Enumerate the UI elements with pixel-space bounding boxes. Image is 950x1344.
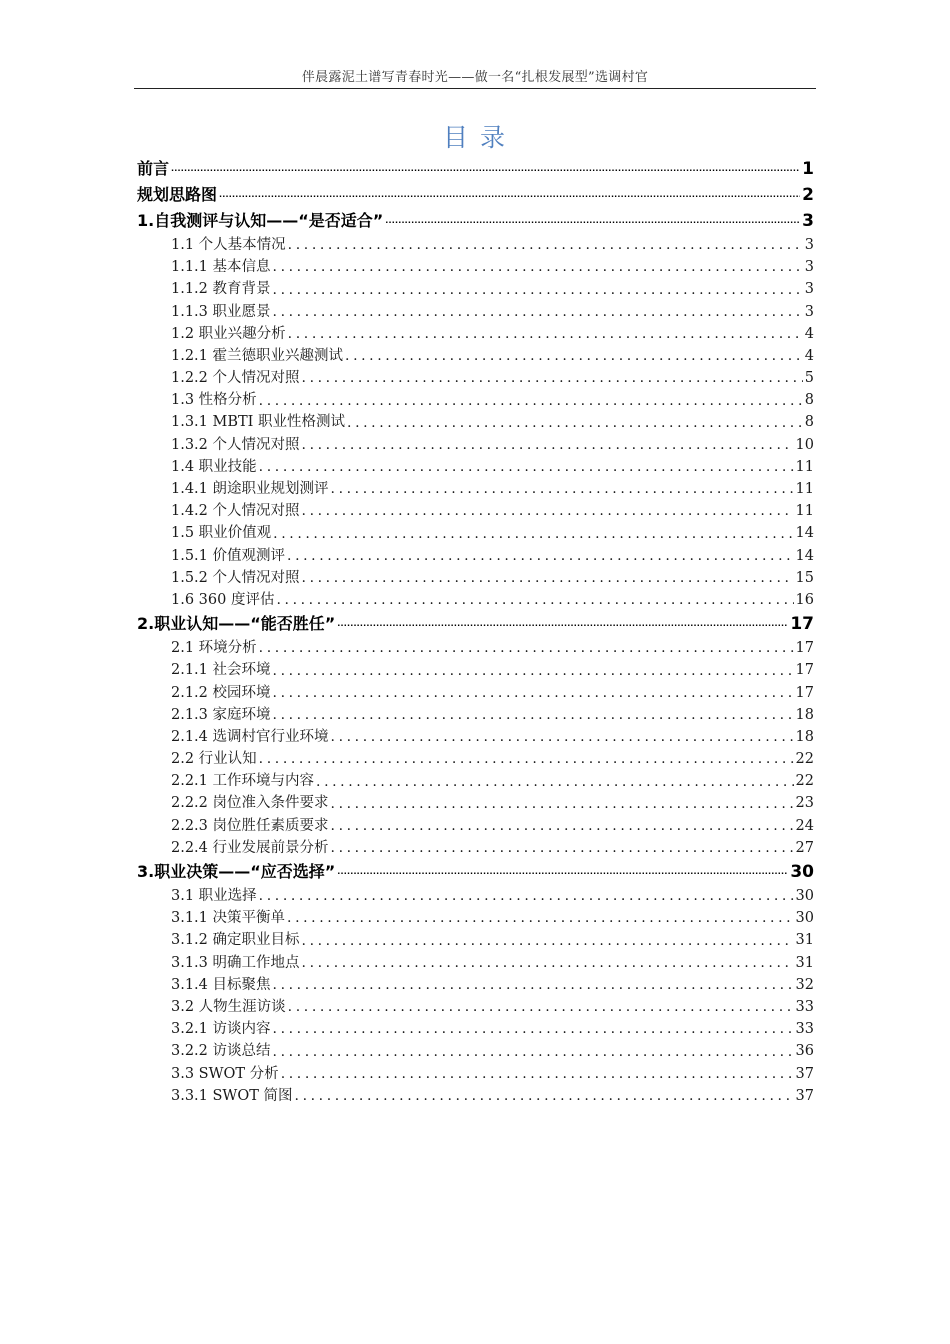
toc-page-number: 37	[795, 1065, 814, 1082]
toc-entry-label: 1.2.1 霍兰德职业兴趣测试	[171, 347, 344, 364]
toc-entry-label: 1.1 个人基本情况	[171, 236, 286, 253]
toc-entry-label: 1.5 职业价值观	[171, 525, 272, 542]
toc-dot-leader	[273, 704, 794, 726]
toc-page-number: 4	[804, 325, 814, 342]
toc-dot-leader	[281, 1063, 794, 1085]
toc-page-number: 22	[795, 773, 814, 790]
toc-section-entry[interactable]	[137, 974, 814, 996]
toc-page-number: 3	[802, 211, 814, 231]
toc-dot-leader	[331, 478, 794, 500]
toc-section-entry[interactable]	[137, 659, 814, 681]
toc-entry-label: 1.2 职业兴趣分析	[171, 325, 286, 342]
toc-page-number: 3	[804, 259, 814, 276]
toc-title: 目 录	[443, 123, 507, 152]
toc-entry-label: 1.2.2 个人情况对照	[171, 370, 300, 387]
toc-section-entry[interactable]	[137, 256, 814, 278]
toc-page-number: 23	[795, 795, 814, 812]
toc-entry-label: 3.2.2 访谈总结	[171, 1043, 271, 1060]
toc-section-entry[interactable]	[137, 637, 814, 659]
toc-page-number: 37	[795, 1087, 814, 1104]
toc-dot-leader	[287, 907, 794, 929]
toc-section-entry[interactable]	[137, 434, 814, 456]
toc-chapter-entry[interactable]	[137, 156, 814, 182]
toc-entry-label: 前言	[137, 159, 170, 178]
toc-entry-label: 1.6 360 度评估	[171, 591, 275, 608]
toc-entry-label: 1.5.1 价值观测评	[171, 547, 286, 564]
toc-section-entry[interactable]	[137, 885, 814, 907]
toc-page-number: 10	[795, 436, 814, 453]
toc-entry-label: 2.2.4 行业发展前景分析	[171, 839, 329, 856]
toc-dot-leader	[273, 279, 803, 301]
toc-chapter-entry[interactable]	[137, 859, 814, 885]
toc-page-number: 11	[795, 503, 814, 520]
toc-dot-leader	[171, 163, 800, 182]
toc-section-entry[interactable]	[137, 323, 814, 345]
toc-entry-label: 1.3.2 个人情况对照	[171, 436, 300, 453]
toc-dot-leader	[273, 256, 803, 278]
toc-section-entry[interactable]	[137, 770, 814, 792]
toc-section-entry[interactable]	[137, 952, 814, 974]
toc-dot-leader	[337, 618, 788, 637]
table-of-contents	[137, 156, 814, 1107]
toc-dot-leader	[295, 1085, 794, 1107]
toc-dot-leader	[273, 1041, 794, 1063]
toc-page-number: 8	[804, 392, 814, 409]
toc-chapter-entry[interactable]	[137, 208, 814, 234]
toc-section-entry[interactable]	[137, 500, 814, 522]
toc-page-number: 17	[790, 614, 814, 635]
toc-page-number: 11	[795, 481, 814, 498]
header-divider	[134, 88, 816, 89]
toc-section-entry[interactable]	[137, 726, 814, 748]
toc-dot-leader	[288, 323, 803, 345]
toc-page-number: 31	[795, 932, 814, 949]
toc-dot-leader	[259, 390, 803, 412]
toc-entry-label: 2.1.2 校园环境	[171, 684, 271, 701]
toc-entry-label: 3.1.2 确定职业目标	[171, 932, 300, 949]
toc-entry-label: 规划思路图	[137, 185, 218, 204]
toc-page-number: 2	[802, 185, 814, 205]
running-header: 伴晨露泥土谱写青春时光——做一名“扎根发展型”选调村官	[301, 70, 649, 85]
toc-page-number: 30	[795, 888, 814, 905]
toc-dot-leader	[347, 412, 803, 434]
toc-page-number: 11	[795, 458, 814, 475]
toc-entry-label: 2.2.1 工作环境与内容	[171, 773, 315, 790]
toc-page-number: 14	[795, 525, 814, 542]
toc-dot-leader	[276, 589, 793, 611]
toc-dot-leader	[302, 500, 794, 522]
toc-page-number: 31	[795, 954, 814, 971]
toc-page-number: 22	[795, 751, 814, 768]
toc-entry-label: 2.1.1 社会环境	[171, 662, 271, 679]
toc-page-number: 30	[790, 862, 814, 883]
toc-dot-leader	[302, 930, 794, 952]
toc-entry-label: 1.4.1 朗途职业规划测评	[171, 481, 329, 498]
toc-dot-leader	[302, 952, 794, 974]
toc-page-number: 1	[802, 159, 814, 179]
toc-dot-leader	[219, 189, 800, 208]
toc-page-number: 4	[804, 347, 814, 364]
toc-dot-leader	[273, 523, 793, 545]
toc-entry-label: 1.1.3 职业愿景	[171, 303, 271, 320]
toc-entry-label: 3.2.1 访谈内容	[171, 1021, 271, 1038]
toc-section-entry[interactable]	[137, 837, 814, 859]
toc-dot-leader	[273, 974, 794, 996]
toc-dot-leader	[331, 793, 794, 815]
toc-dot-leader	[287, 545, 794, 567]
toc-section-entry[interactable]	[137, 545, 814, 567]
toc-entry-label: 3.3 SWOT 分析	[171, 1065, 279, 1082]
toc-section-entry[interactable]	[137, 1085, 814, 1107]
toc-dot-leader	[273, 301, 803, 323]
toc-page-number: 33	[795, 1021, 814, 1038]
toc-section-entry[interactable]	[137, 793, 814, 815]
toc-section-entry[interactable]	[137, 929, 814, 951]
toc-dot-leader	[331, 837, 794, 859]
toc-dot-leader	[288, 234, 803, 256]
toc-page-number: 33	[795, 998, 814, 1015]
toc-section-entry[interactable]	[137, 278, 814, 300]
toc-entry-label: 2.职业认知——“能否胜任”	[137, 614, 336, 634]
toc-section-entry[interactable]	[137, 682, 814, 704]
toc-page-number: 17	[795, 640, 814, 657]
toc-page-number: 16	[795, 591, 814, 608]
toc-dot-leader	[385, 215, 800, 234]
toc-section-entry[interactable]	[137, 367, 814, 389]
toc-dot-leader	[331, 726, 794, 748]
toc-section-entry[interactable]	[137, 456, 814, 478]
toc-section-entry[interactable]	[137, 1040, 814, 1062]
toc-section-entry[interactable]	[137, 478, 814, 500]
toc-dot-leader	[316, 771, 794, 793]
toc-entry-label: 1.自我测评与认知——“是否适合”	[137, 211, 384, 230]
toc-page-number: 3	[804, 236, 814, 253]
toc-entry-label: 1.1.2 教育背景	[171, 281, 271, 298]
toc-chapter-entry[interactable]	[137, 611, 814, 637]
toc-dot-leader	[302, 367, 803, 389]
toc-section-entry[interactable]	[137, 389, 814, 411]
toc-section-entry[interactable]	[137, 704, 814, 726]
toc-dot-leader	[302, 567, 794, 589]
toc-page-number: 36	[795, 1043, 814, 1060]
toc-section-entry[interactable]	[137, 996, 814, 1018]
toc-dot-leader	[331, 815, 794, 837]
toc-dot-leader	[259, 885, 794, 907]
toc-entry-label: 1.5.2 个人情况对照	[171, 569, 300, 586]
toc-entry-label: 1.1.1 基本信息	[171, 259, 271, 276]
toc-entry-label: 2.1.4 选调村官行业环境	[171, 728, 329, 745]
toc-entry-label: 3.1.1 决策平衡单	[171, 910, 286, 927]
toc-page-number: 3	[804, 303, 814, 320]
toc-dot-leader	[259, 637, 794, 659]
toc-section-entry[interactable]	[137, 589, 814, 611]
toc-entry-label: 2.1.3 家庭环境	[171, 706, 271, 723]
toc-page-number: 27	[795, 839, 814, 856]
toc-section-entry[interactable]	[137, 234, 814, 256]
toc-entry-label: 3.职业决策——“应否选择”	[137, 862, 336, 882]
toc-page-number: 3	[804, 281, 814, 298]
toc-page-number: 18	[795, 706, 814, 723]
toc-dot-leader	[273, 1018, 794, 1040]
toc-dot-leader	[337, 866, 788, 885]
toc-dot-leader	[302, 434, 794, 456]
toc-dot-leader	[259, 456, 794, 478]
toc-chapter-entry[interactable]	[137, 182, 814, 208]
toc-section-entry[interactable]	[137, 345, 814, 367]
toc-entry-label: 3.3.1 SWOT 简图	[171, 1087, 293, 1104]
toc-section-entry[interactable]	[137, 301, 814, 323]
toc-section-entry[interactable]	[137, 815, 814, 837]
toc-entry-label: 3.1.4 目标聚焦	[171, 976, 271, 993]
toc-entry-label: 3.1 职业选择	[171, 888, 257, 905]
toc-page-number: 30	[795, 910, 814, 927]
toc-section-entry[interactable]	[137, 907, 814, 929]
toc-entry-label: 2.2 行业认知	[171, 751, 257, 768]
toc-entry-label: 1.3 性格分析	[171, 392, 257, 409]
toc-entry-label: 3.1.3 明确工作地点	[171, 954, 300, 971]
toc-page-number: 8	[804, 414, 814, 431]
toc-entry-label: 2.2.2 岗位准入条件要求	[171, 795, 329, 812]
toc-dot-leader	[273, 682, 794, 704]
toc-dot-leader	[273, 660, 794, 682]
toc-dot-leader	[288, 996, 794, 1018]
toc-page-number: 17	[795, 662, 814, 679]
toc-entry-label: 2.1 环境分析	[171, 640, 257, 657]
toc-section-entry[interactable]	[137, 567, 814, 589]
toc-entry-label: 1.3.1 MBTI 职业性格测试	[171, 414, 346, 431]
toc-dot-leader	[345, 345, 803, 367]
toc-page-number: 17	[795, 684, 814, 701]
toc-entry-label: 1.4.2 个人情况对照	[171, 503, 300, 520]
toc-section-entry[interactable]	[137, 1063, 814, 1085]
toc-dot-leader	[259, 748, 794, 770]
toc-page-number: 15	[795, 569, 814, 586]
toc-page-number: 24	[795, 817, 814, 834]
toc-entry-label: 1.4 职业技能	[171, 458, 257, 475]
toc-entry-label: 3.2 人物生涯访谈	[171, 998, 286, 1015]
toc-page-number: 18	[795, 728, 814, 745]
toc-page-number: 5	[804, 370, 814, 387]
toc-section-entry[interactable]	[137, 412, 814, 434]
toc-section-entry[interactable]	[137, 748, 814, 770]
toc-section-entry[interactable]	[137, 1018, 814, 1040]
toc-entry-label: 2.2.3 岗位胜任素质要求	[171, 817, 329, 834]
toc-page-number: 14	[795, 547, 814, 564]
toc-section-entry[interactable]	[137, 522, 814, 544]
toc-page-number: 32	[795, 976, 814, 993]
